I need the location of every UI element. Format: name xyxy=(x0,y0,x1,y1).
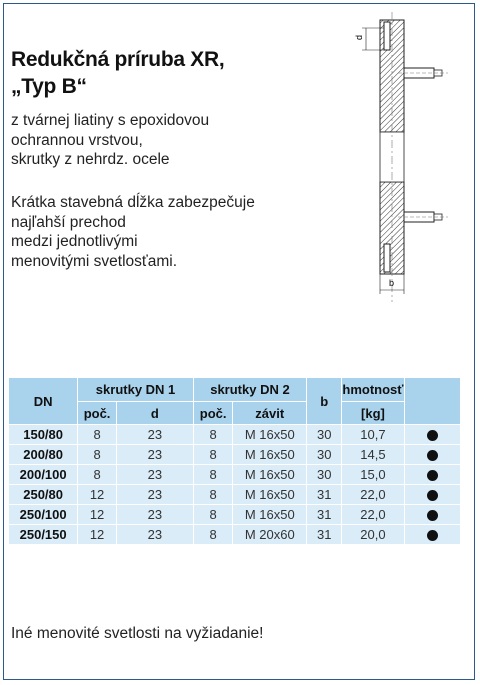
cell-count-2: 8 xyxy=(193,485,233,505)
cell-count-1: 12 xyxy=(78,505,117,525)
title-line-1: Redukčná príruba XR, xyxy=(11,48,225,71)
description-benefit xyxy=(11,193,255,271)
cell-marker xyxy=(404,505,461,525)
cell-d: 23 xyxy=(116,505,193,525)
dimension-b-label: b xyxy=(389,278,395,288)
cell-d: 23 xyxy=(116,525,193,545)
table-row xyxy=(9,445,461,465)
cell-thread: M 16x50 xyxy=(233,445,307,465)
cell-d: 23 xyxy=(116,425,193,445)
cell-dn: 250/100 xyxy=(9,505,78,525)
description-line: z tvárnej liatiny s epoxidovou xyxy=(11,112,210,129)
flange-cross-section-drawing xyxy=(340,12,470,302)
cell-b: 31 xyxy=(307,485,342,505)
cell-b: 31 xyxy=(307,525,342,545)
cell-dn: 150/80 xyxy=(9,425,78,445)
product-title xyxy=(11,46,224,100)
filled-circle-icon xyxy=(427,490,438,501)
cell-thread: M 16x50 xyxy=(233,505,307,525)
specification-table xyxy=(8,377,461,545)
cell-weight: 10,7 xyxy=(342,425,404,445)
column-header-weight: hmotnosť xyxy=(342,378,404,402)
cell-b: 30 xyxy=(307,425,342,445)
cell-count-2: 8 xyxy=(193,505,233,525)
column-header-count-1: poč. xyxy=(78,402,117,425)
cell-marker xyxy=(404,425,461,445)
filled-circle-icon xyxy=(427,510,438,521)
cell-weight: 14,5 xyxy=(342,445,404,465)
cell-b: 31 xyxy=(307,505,342,525)
dimension-d-label: d xyxy=(354,34,364,40)
cell-marker xyxy=(404,465,461,485)
table-row xyxy=(9,525,461,545)
column-header-count-2: poč. xyxy=(193,402,233,425)
cell-d: 23 xyxy=(116,445,193,465)
cell-count-2: 8 xyxy=(193,465,233,485)
description-line: medzi jednotlivými xyxy=(11,233,138,250)
cell-b: 30 xyxy=(307,445,342,465)
cell-dn: 250/150 xyxy=(9,525,78,545)
cell-count-2: 8 xyxy=(193,445,233,465)
description-line: menovitými svetlosťami. xyxy=(11,252,178,270)
filled-circle-icon xyxy=(427,430,438,441)
cell-thread: M 20x60 xyxy=(233,525,307,545)
cell-weight: 15,0 xyxy=(342,465,404,485)
description-line: Krátka stavebná dĺžka zabezpečuje xyxy=(11,194,255,211)
cell-dn: 200/100 xyxy=(9,465,78,485)
description-line: skrutky z nehrdz. ocele xyxy=(11,151,170,168)
column-group-bolts-dn1: skrutky DN 1 xyxy=(78,378,194,402)
table-row xyxy=(9,485,461,505)
description-line: ochrannou vrstvou, xyxy=(11,131,143,149)
cell-thread: M 16x50 xyxy=(233,485,307,505)
cell-count-1: 12 xyxy=(78,485,117,505)
cell-dn: 250/80 xyxy=(9,485,78,505)
table-row xyxy=(9,465,461,485)
column-header-b: b xyxy=(307,378,342,425)
cell-thread: M 16x50 xyxy=(233,425,307,445)
filled-circle-icon xyxy=(427,470,438,481)
column-header-d: d xyxy=(116,402,193,425)
table-row xyxy=(9,505,461,525)
cell-weight: 20,0 xyxy=(342,525,404,545)
cell-count-2: 8 xyxy=(193,525,233,545)
cell-marker xyxy=(404,485,461,505)
filled-circle-icon xyxy=(427,450,438,461)
cell-count-1: 8 xyxy=(78,445,117,465)
column-header-thread: závit xyxy=(233,402,307,425)
cell-d: 23 xyxy=(116,485,193,505)
cell-weight: 22,0 xyxy=(342,485,404,505)
description-line: najľahší prechod xyxy=(11,213,126,231)
cell-marker xyxy=(404,525,461,545)
cell-count-2: 8 xyxy=(193,425,233,445)
cell-b: 30 xyxy=(307,465,342,485)
cell-count-1: 12 xyxy=(78,525,117,545)
filled-circle-icon xyxy=(427,530,438,541)
cell-marker xyxy=(404,445,461,465)
column-group-bolts-dn2: skrutky DN 2 xyxy=(193,378,306,402)
availability-note: Iné menovité svetlosti na vyžiadanie! xyxy=(11,625,264,642)
cell-weight: 22,0 xyxy=(342,505,404,525)
description-material xyxy=(11,111,209,170)
column-header-weight-unit: [kg] xyxy=(342,402,404,425)
cell-thread: M 16x50 xyxy=(233,465,307,485)
cell-d: 23 xyxy=(116,465,193,485)
cell-count-1: 8 xyxy=(78,465,117,485)
cell-count-1: 8 xyxy=(78,425,117,445)
table-row xyxy=(9,425,461,445)
cell-dn: 200/80 xyxy=(9,445,78,465)
title-line-2: „Typ B“ xyxy=(11,75,87,98)
column-header-marker xyxy=(404,378,461,425)
column-header-dn: DN xyxy=(9,378,78,425)
